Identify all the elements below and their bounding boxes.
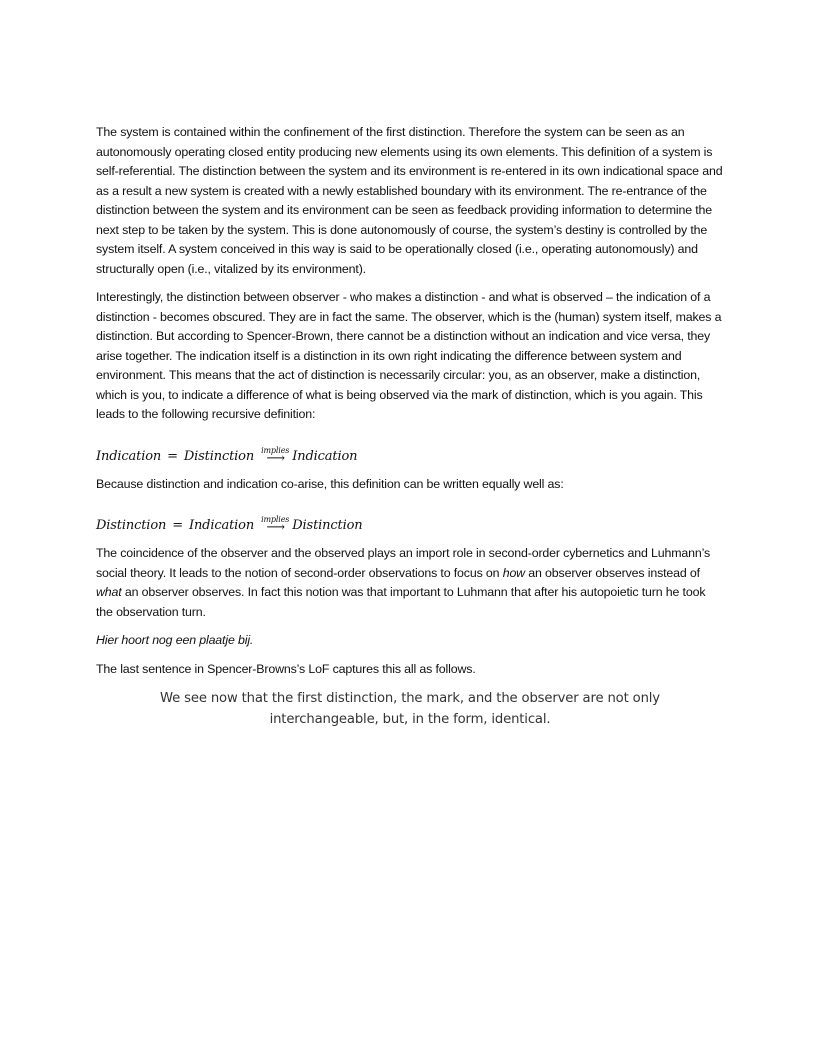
equals-sign: =	[167, 448, 178, 464]
quote-line-1: We see now that the first distinction, the mark, and the observer are not only	[160, 691, 660, 706]
arrow-label: implies	[261, 515, 290, 524]
italic-note	[96, 631, 724, 651]
equation-lhs: Indication	[96, 448, 162, 464]
document-page	[96, 123, 724, 730]
arrow-label: implies	[261, 445, 290, 455]
equation-indication	[96, 438, 724, 464]
emphasis-how: how	[502, 565, 525, 580]
text-run: an observer observes. In fact this notion was that important to Luhmann that after his autopoietic turn he took the observation turn.	[96, 585, 706, 619]
text-run: an observer observes instead of	[524, 565, 700, 580]
emphasis-what: what	[96, 585, 122, 599]
implies-arrow	[261, 515, 290, 535]
paragraph-observer-distinction: Interestingly, the distinction between observer - who makes a distinction - and what is observed – the indication of a distinction - becomes obscured. They are in fact the same. The observer, which is the (human) system itself, makes a distinction. But according to Spencer-Brown, there cannot be a distinction without an indication and vice versa, they arise together. The indication itself is a distinction in its own right indicating the difference between system and environment. This means that the act of distinction is necessarily circular: you, as an observer, make a distinction, which is you, to indicate a difference of what is being observed via the mark of distinction, which is you again. This leads to the following recursive definition:	[96, 290, 722, 421]
paragraph-last-sentence: The last sentence in Spencer-Browns’s LoF captures this all as follows.	[96, 661, 476, 676]
equation-lhs: Distinction	[96, 518, 167, 533]
quote-line-2: interchangeable, but, in the form, identical.	[269, 712, 551, 727]
equals-sign: =	[172, 518, 183, 533]
equation-mid: Indication	[188, 518, 255, 533]
right-arrow-icon: ⟶	[266, 520, 284, 535]
paragraph-second-order	[96, 544, 724, 622]
paragraph-system-closure: The system is contained within the confinement of the first distinction. Therefore the system can be seen as an autonomously operating closed entity producing new elements using its own elements. This definition of a system is self-referential. The distinction between the system and its environment is re-entered in its own indicational space and as a result a new system is created with a newly established boundary with its environment. The re-entrance of the distinction between the system and its environment can be seen as feedback providing information to determine the next step to be taken by the system. This is done autonomously of course, the system’s destiny is controlled by the system itself. A system conceived in this way is said to be operationally closed (i.e., operating autonomously) and structurally open (i.e., vitalized by its environment).	[96, 125, 723, 276]
right-arrow-icon: ⟶	[266, 450, 284, 466]
equation-mid: Distinction	[183, 448, 255, 464]
text-run: The coincidence of the observer and the observed plays an import role in second-order cybernetics and Luhmann’s social theory. It leads to the notion of second-order observations to focus on	[96, 546, 711, 580]
equation-rhs: Indication	[292, 448, 358, 464]
equation-rhs: Distinction	[292, 518, 363, 533]
note-text: Hier hoort nog een plaatje bij.	[96, 633, 254, 647]
equation-distinction	[96, 507, 724, 533]
paragraph-co-arise: Because distinction and indication co-arise, this definition can be written equally well as:	[96, 476, 564, 491]
implies-arrow	[261, 445, 290, 466]
block-quote	[96, 688, 724, 730]
